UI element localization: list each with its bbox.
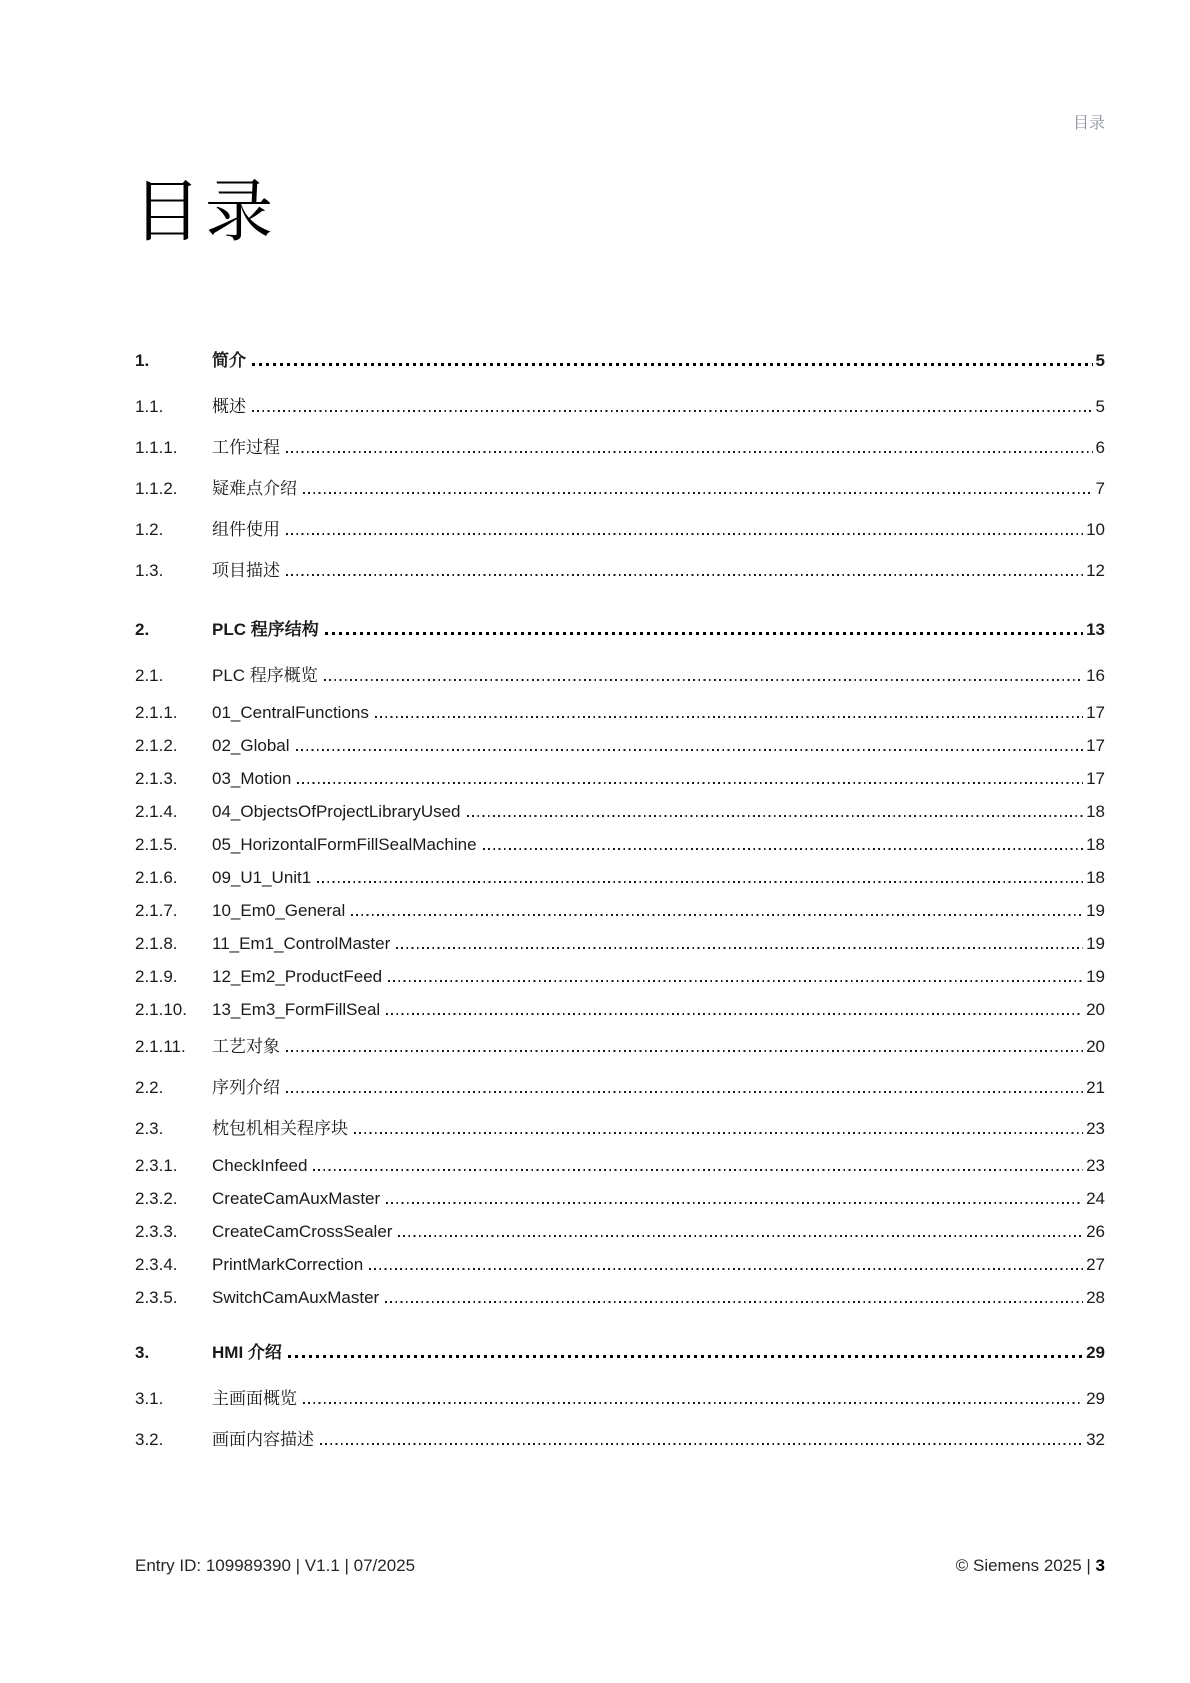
toc-entry-title: CreateCamAuxMaster (212, 1189, 381, 1208)
toc-entry-page: 23 (1086, 1119, 1105, 1138)
toc-entry-number: 2.1.10. (135, 1000, 187, 1019)
toc-entry-number: 2.1.6. (135, 868, 178, 887)
toc-entry-title: 画面内容描述 (212, 1430, 314, 1449)
toc-entry-page: 7 (1095, 479, 1105, 498)
toc-leader-dots (396, 947, 1083, 949)
toc-entry-title: CreateCamCrossSealer (212, 1222, 393, 1241)
toc-entry-page: 27 (1086, 1255, 1105, 1274)
toc-leader-dots (286, 451, 1093, 453)
toc-leader-dots (313, 1169, 1083, 1171)
toc-entry-number: 2.1.9. (135, 967, 178, 986)
toc-entry-number: 2.1.4. (135, 802, 178, 821)
toc-entry-page: 17 (1086, 769, 1105, 788)
toc-entry[interactable] (135, 1248, 1105, 1281)
toc-entry-page: 16 (1086, 666, 1105, 685)
toc-entry-page: 24 (1086, 1189, 1105, 1208)
toc-leader-dots (325, 632, 1083, 635)
toc-entry-title: PLC 程序结构 (212, 620, 319, 639)
toc-entry-page: 18 (1086, 835, 1105, 854)
toc-entry-number: 2.1.11. (135, 1037, 186, 1056)
toc-leader-dots (351, 914, 1083, 916)
toc-entry[interactable] (135, 696, 1105, 729)
toc-entry[interactable] (135, 1215, 1105, 1248)
toc-entry-number: 2.3.5. (135, 1288, 178, 1307)
toc-entry-title: 11_Em1_ControlMaster (212, 934, 391, 953)
toc-leader-dots (303, 492, 1093, 494)
toc-entry-title: SwitchCamAuxMaster (212, 1288, 380, 1307)
toc-leader-dots (369, 1268, 1083, 1270)
footer-copyright-text: © Siemens 2025 | (955, 1556, 1096, 1575)
toc-entry-number: 2.1.8. (135, 934, 178, 953)
toc-entry[interactable] (135, 1281, 1105, 1314)
page-title: 目录 (133, 174, 278, 250)
toc-entry[interactable] (135, 1026, 1105, 1067)
toc-entry-title: 工艺对象 (212, 1037, 280, 1056)
toc-entry-number: 2.3.3. (135, 1222, 178, 1241)
toc-entry-title: 05_HorizontalFormFillSealMachine (212, 835, 477, 854)
toc-leader-dots (297, 782, 1083, 784)
toc-entry-page: 19 (1086, 934, 1105, 953)
toc-leader-dots (388, 980, 1083, 982)
toc-entry[interactable] (135, 1378, 1105, 1419)
toc-entry-page: 10 (1086, 520, 1105, 539)
toc-entry[interactable] (135, 1108, 1105, 1149)
footer-entry-id: Entry ID: 109989390 | V1.1 | 07/2025 (135, 1556, 416, 1575)
toc-entry-page: 17 (1086, 736, 1105, 755)
toc-entry-title: 枕包机相关程序块 (212, 1119, 348, 1138)
toc-entry-page: 19 (1086, 901, 1105, 920)
toc-leader-dots (296, 749, 1084, 751)
toc-entry-page: 26 (1086, 1222, 1105, 1241)
toc-leader-dots (317, 881, 1083, 883)
toc-entry-title: 组件使用 (212, 520, 280, 539)
toc-leader-dots (385, 1301, 1083, 1303)
toc-entry-number: 2.3. (135, 1119, 164, 1138)
toc-entry-title: HMI 介绍 (212, 1343, 282, 1362)
toc-entry-page: 21 (1086, 1078, 1105, 1097)
toc-entry-title: PrintMarkCorrection (212, 1255, 364, 1274)
toc-leader-dots (303, 1402, 1083, 1404)
toc-leader-dots (320, 1443, 1083, 1445)
toc-leader-dots (324, 679, 1083, 681)
toc-entry[interactable] (135, 1067, 1105, 1108)
toc-leader-dots (398, 1235, 1083, 1237)
toc-entry[interactable] (135, 509, 1105, 550)
toc-entry-page: 20 (1086, 1000, 1105, 1019)
toc-leader-dots (286, 1091, 1083, 1093)
toc-entry-number: 1.3. (135, 561, 164, 580)
toc-entry[interactable] (135, 828, 1105, 861)
toc-entry-number: 2.2. (135, 1078, 164, 1097)
toc-leader-dots (354, 1132, 1083, 1134)
toc-entry-title: 主画面概览 (212, 1389, 297, 1408)
toc-leader-dots (483, 848, 1084, 850)
toc-entry-page: 32 (1086, 1430, 1105, 1449)
toc-entry-title: 工作过程 (212, 438, 280, 457)
toc-entry-number: 2.1.2. (135, 736, 178, 755)
toc-entry[interactable] (135, 386, 1105, 427)
toc-entry[interactable] (135, 1419, 1105, 1460)
toc-entry[interactable] (135, 340, 1105, 381)
toc-entry-page: 28 (1086, 1288, 1105, 1307)
toc-entry[interactable] (135, 609, 1105, 650)
toc-entry-page: 19 (1086, 967, 1105, 986)
page-footer (135, 1556, 1105, 1576)
toc-entry-number: 1.1.2. (135, 479, 178, 498)
toc-entry-number: 2. (135, 620, 150, 639)
footer-copyright (956, 1556, 1105, 1576)
toc-entry[interactable] (135, 1149, 1105, 1182)
toc-entry-number: 3.2. (135, 1430, 164, 1449)
toc-entry-page: 12 (1086, 561, 1105, 580)
toc-entry-title: 13_Em3_FormFillSeal (212, 1000, 381, 1019)
toc-entry-page: 18 (1086, 802, 1105, 821)
toc-entry-page: 5 (1095, 397, 1105, 416)
toc-entry-title: 02_Global (212, 736, 290, 755)
toc-entry-title: PLC 程序概览 (212, 666, 318, 685)
toc-entry[interactable] (135, 655, 1105, 696)
toc-entry-page: 20 (1086, 1037, 1105, 1056)
toc-entry-title: 10_Em0_General (212, 901, 346, 920)
toc-entry[interactable] (135, 1332, 1105, 1373)
toc-entry-number: 2.3.2. (135, 1189, 178, 1208)
toc-entry-number: 2.1.5. (135, 835, 178, 854)
toc-leader-dots (252, 363, 1093, 366)
toc-entry-number: 1. (135, 351, 150, 370)
toc-entry[interactable] (135, 861, 1105, 894)
toc-entry-title: 项目描述 (212, 561, 280, 580)
toc-entry-title: 01_CentralFunctions (212, 703, 369, 722)
toc-entry-title: 概述 (212, 397, 246, 416)
toc-entry-number: 1.1. (135, 397, 164, 416)
toc-entry-page: 23 (1086, 1156, 1105, 1175)
toc-list (135, 322, 1105, 1460)
toc-entry-number: 2.1.1. (135, 703, 178, 722)
toc-entry-number: 2.1.7. (135, 901, 178, 920)
toc-leader-dots (252, 410, 1093, 412)
toc-entry-number: 2.3.1. (135, 1156, 178, 1175)
toc-entry-title: 疑难点介绍 (212, 479, 297, 498)
toc-entry[interactable] (135, 468, 1105, 509)
toc-entry-title: 04_ObjectsOfProjectLibraryUsed (212, 802, 461, 821)
running-header: 目录 (1072, 115, 1105, 132)
toc-entry-page: 6 (1095, 438, 1105, 457)
toc-entry[interactable] (135, 762, 1105, 795)
toc-entry[interactable] (135, 729, 1105, 762)
toc-entry-number: 1.1.1. (135, 438, 178, 457)
toc-entry[interactable] (135, 1182, 1105, 1215)
toc-leader-dots (386, 1202, 1083, 1204)
toc-entry-title: 09_U1_Unit1 (212, 868, 312, 887)
toc-leader-dots (386, 1013, 1083, 1015)
toc-leader-dots (467, 815, 1084, 817)
toc-entry-page: 13 (1086, 620, 1105, 639)
toc-leader-dots (288, 1355, 1083, 1358)
toc-entry[interactable] (135, 795, 1105, 828)
toc-entry-title: 简介 (212, 351, 246, 370)
footer-page-number: 3 (1095, 1556, 1105, 1575)
toc-entry[interactable] (135, 427, 1105, 468)
toc-entry-number: 2.3.4. (135, 1255, 178, 1274)
toc-entry[interactable] (135, 550, 1105, 591)
toc-entry[interactable] (135, 993, 1105, 1026)
toc-entry-number: 3. (135, 1343, 150, 1362)
toc-entry-page: 18 (1086, 868, 1105, 887)
toc-entry-page: 17 (1086, 703, 1105, 722)
toc-entry[interactable] (135, 960, 1105, 993)
toc-entry[interactable] (135, 894, 1105, 927)
toc-leader-dots (286, 574, 1083, 576)
toc-entry-page: 29 (1086, 1343, 1105, 1362)
toc-entry-number: 3.1. (135, 1389, 164, 1408)
toc-leader-dots (286, 1050, 1083, 1052)
toc-entry[interactable] (135, 927, 1105, 960)
toc-leader-dots (286, 533, 1083, 535)
toc-entry-title: 序列介绍 (212, 1078, 280, 1097)
toc-entry-number: 2.1. (135, 666, 164, 685)
toc-entry-page: 29 (1086, 1389, 1105, 1408)
toc-entry-number: 2.1.3. (135, 769, 178, 788)
toc-entry-title: CheckInfeed (212, 1156, 308, 1175)
toc-entry-title: 12_Em2_ProductFeed (212, 967, 383, 986)
toc-entry-title: 03_Motion (212, 769, 292, 788)
toc-entry-number: 1.2. (135, 520, 164, 539)
toc-entry-page: 5 (1095, 351, 1105, 370)
toc-leader-dots (375, 716, 1083, 718)
